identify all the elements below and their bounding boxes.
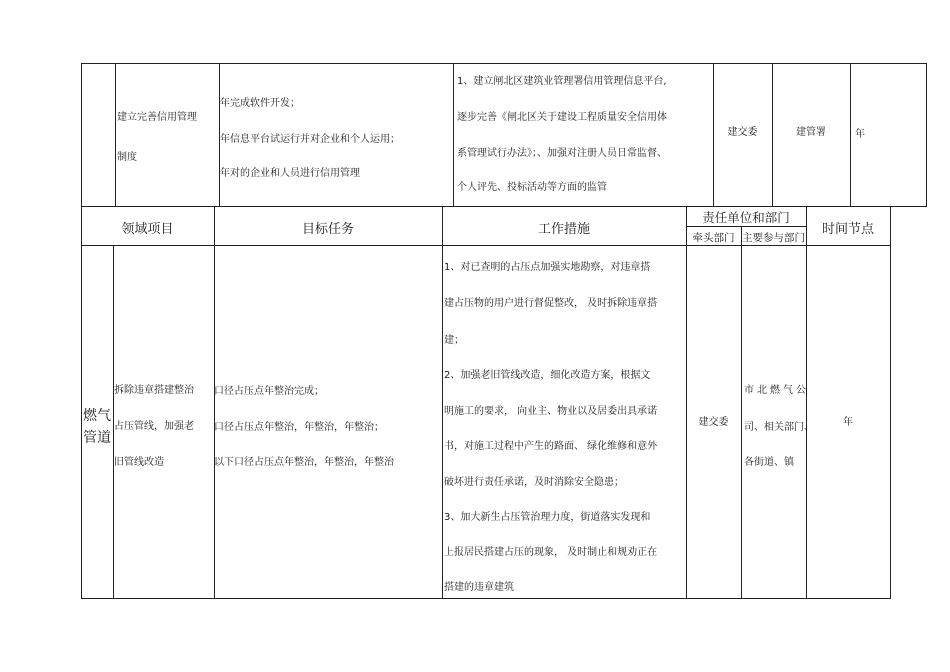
header-participants: 主要参与部门: [742, 232, 805, 244]
body-measure-line: 搭建的违章建筑: [444, 582, 514, 593]
body-measure-line: 建；: [444, 335, 464, 346]
top-vline-6: [850, 63, 851, 207]
body-target-line: 以下口径占压点年整治，年整治，年整治: [214, 457, 394, 468]
body-project-line: 旧管线改造: [114, 457, 164, 468]
body-project-line: 拆除违章搭建整治: [114, 385, 194, 396]
main-vline-4: [741, 226, 742, 599]
top-measure-cell: [457, 72, 712, 202]
body-domain-line: 燃气: [83, 408, 111, 424]
body-measure-line: 破坏进行责任承诺，及时消除安全隐患；: [444, 477, 624, 488]
header-target: 目标任务: [301, 222, 354, 237]
body-target-line: 口径占压点年整治完成；: [214, 386, 324, 397]
body-measure-line: 书，对施工过程中产生的路面、 绿化维修和意外: [444, 441, 658, 452]
top-table-top-border: [81, 63, 927, 64]
body-measure-line: 明施工的要求， 向业主、物业以及居委出具承诺: [444, 406, 658, 417]
body-measure-cell: [444, 258, 685, 593]
body-domain-line: 管道: [83, 430, 111, 446]
main-hline-top: [81, 206, 891, 207]
body-time: 年: [843, 417, 853, 428]
body-measure-line: 3、加大新生占压管治理力度，街道落实发现和: [444, 512, 651, 523]
header-responsibility: 责任单位和部门: [702, 210, 790, 225]
body-participant-line: 市北燃气公: [744, 385, 809, 396]
top-measure-line: 个人评先、投标活动等方面的监管: [457, 182, 607, 193]
top-measure-line: 系管理试行办法》；、加强对注册人员日常监督、: [457, 148, 667, 159]
body-participants-cell: [744, 381, 814, 471]
top-domain-line: 制度: [117, 152, 137, 163]
top-participant-unit: 建管署: [796, 127, 826, 138]
body-measure-line: 1、对已查明的占压点加强实地勘察，对违章搭: [444, 262, 651, 273]
top-domain-line: 建立完善信用管理: [117, 112, 197, 123]
body-lead-unit: 建交委: [698, 417, 729, 428]
main-vline-5: [806, 206, 807, 599]
body-project-cell: [114, 381, 214, 471]
main-hline-header-bottom: [81, 245, 891, 246]
body-domain: [83, 405, 113, 449]
body-measure-line: 建占压物的用户进行督促整改， 及时拆除违章搭: [444, 298, 658, 309]
top-vline-7: [926, 63, 927, 207]
top-lead-unit: 建交委: [727, 127, 758, 138]
top-measure-line: 逐步完善《闸北区关于建设工程质量安全信用体: [457, 112, 667, 123]
main-hline-bottom: [81, 598, 891, 599]
main-vline-2: [442, 206, 443, 599]
body-measure-line: 2、加强老旧管线改造，细化改造方案，根据文: [444, 370, 651, 381]
body-participant-line: 各街道、镇: [744, 457, 794, 468]
top-vline-3: [453, 63, 454, 207]
main-vline-right: [890, 206, 891, 599]
body-measure-line: 上报居民搭建占压的现象， 及时制止和规劝正在: [444, 547, 658, 558]
top-vline-0: [81, 63, 82, 207]
header-measure: 工作措施: [537, 222, 590, 237]
top-target-line: 年对的企业和人员进行信用管理: [220, 168, 360, 179]
top-time: 年: [855, 129, 865, 140]
body-participant-line: 司、相关部门、: [744, 422, 814, 433]
main-vline-3: [686, 206, 687, 599]
main-hline-resp-split: [686, 226, 806, 227]
body-project-line: 占压管线，加强老: [114, 421, 194, 432]
body-target-cell: [214, 382, 442, 472]
top-target-cell: [220, 94, 452, 184]
top-target-line: 年信息平台试运行并对企业和个人运用；: [220, 134, 400, 145]
header-time: 时间节点: [821, 222, 874, 237]
top-target-line: 年完成软件开发；: [220, 98, 300, 109]
top-domain-cell: [117, 108, 217, 163]
top-vline-1: [115, 63, 116, 207]
main-vline-left: [81, 206, 82, 599]
body-target-line: 口径占压点年整治，年整治，年整治；: [214, 422, 384, 433]
header-lead: 牵头部门: [692, 232, 735, 244]
top-measure-line: 1、建立闸北区建筑业管理署信用管理信息平台,: [457, 76, 667, 87]
header-domain: 领域项目: [121, 222, 174, 237]
